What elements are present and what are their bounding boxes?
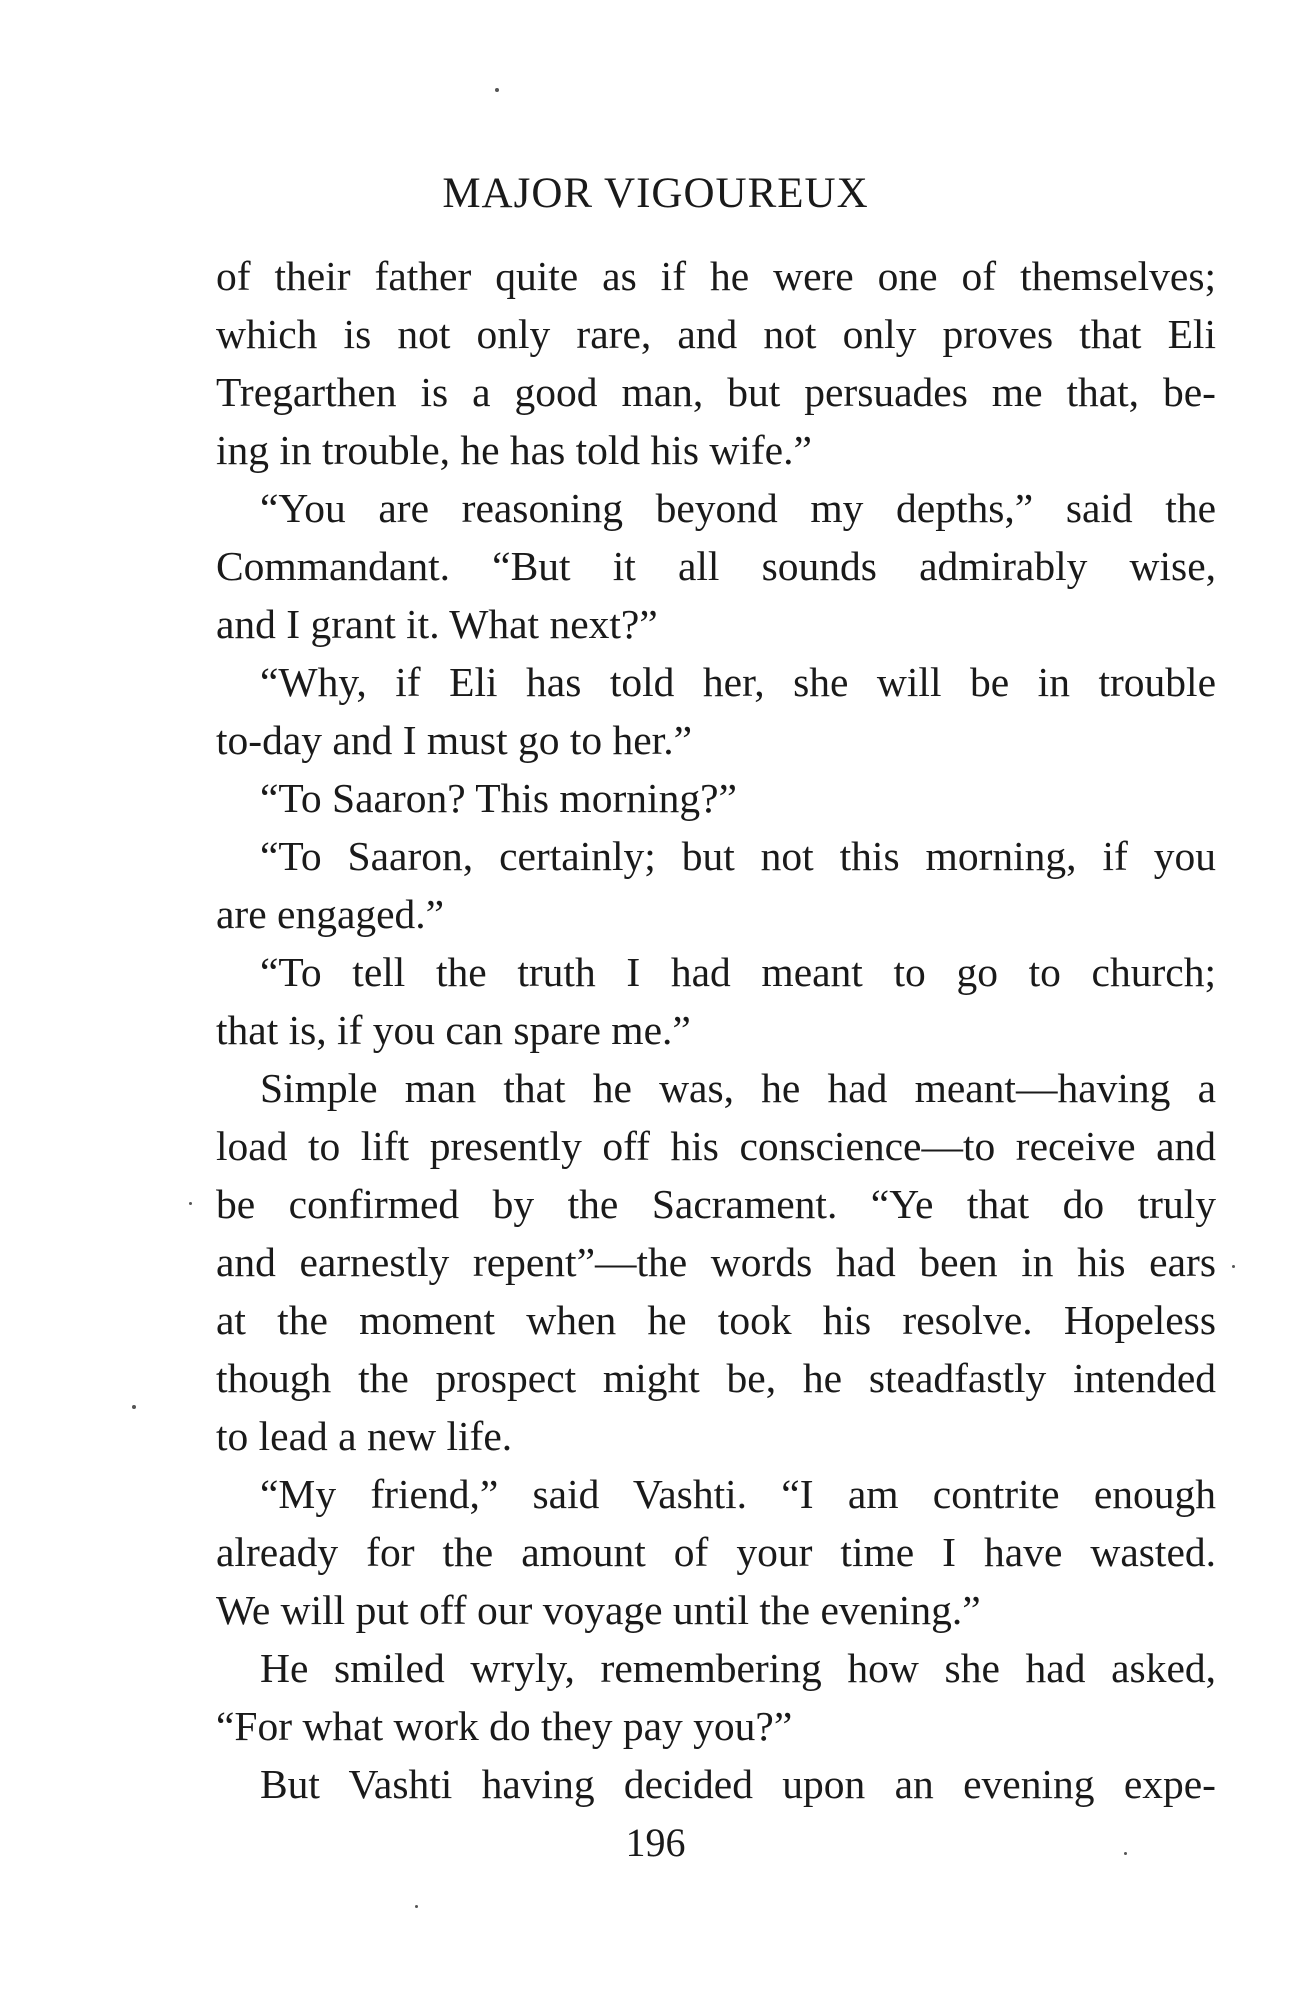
text-line: He smiled wryly, remembering how she had asked,	[260, 1645, 1216, 1691]
text-line: ing in trouble, he has told his wife.”	[216, 427, 812, 473]
text-line: to-day and I must go to her.”	[216, 717, 692, 763]
text-line: We will put off our voyage until the evening.”	[216, 1587, 981, 1633]
text-line: Simple man that he was, he had meant—having a	[260, 1065, 1216, 1111]
text-line: to lead a new life.	[216, 1413, 513, 1459]
page-number: 196	[625, 1820, 686, 1865]
body-text	[216, 247, 1216, 1813]
text-line: “My friend,” said Vashti. “I am contrite enough	[260, 1471, 1216, 1517]
scan-speck	[189, 1202, 192, 1205]
text-line: “Why, if Eli has told her, she will be in trouble	[260, 659, 1216, 705]
text-line: which is not only rare, and not only proves that Eli	[216, 311, 1216, 357]
text-line: Tregarthen is a good man, but persuades me that, be-	[216, 369, 1216, 415]
text-line: and I grant it. What next?”	[216, 601, 658, 647]
text-line: “To Saaron? This morning?”	[260, 775, 737, 821]
scan-speck	[415, 1905, 418, 1908]
text-line: be confirmed by the Sacrament. “Ye that do truly	[216, 1181, 1216, 1227]
text-line: and earnestly repent”—the words had been in his ears	[216, 1239, 1216, 1285]
scan-speck	[495, 88, 499, 92]
text-line: that is, if you can spare me.”	[216, 1007, 691, 1053]
scan-speck	[132, 1405, 136, 1409]
scan-speck	[1124, 1852, 1127, 1855]
text-line: Commandant. “But it all sounds admirably wise,	[216, 543, 1216, 589]
text-line: “You are reasoning beyond my depths,” said the	[260, 485, 1216, 531]
text-line: already for the amount of your time I have wasted.	[216, 1529, 1216, 1575]
text-line: though the prospect might be, he steadfastly intended	[216, 1355, 1216, 1401]
text-line: are engaged.”	[216, 891, 445, 937]
scan-speck	[1232, 1265, 1235, 1268]
text-line: load to lift presently off his conscience—to receive and	[216, 1123, 1216, 1169]
text-line: But Vashti having decided upon an evening expe-	[260, 1761, 1216, 1807]
text-line: at the moment when he took his resolve. Hopeless	[216, 1297, 1216, 1343]
text-line: of their father quite as if he were one of themselves;	[216, 253, 1216, 299]
text-line: “To Saaron, certainly; but not this morning, if you	[260, 833, 1216, 879]
running-head: MAJOR VIGOUREUX	[442, 170, 869, 217]
text-line: “To tell the truth I had meant to go to church;	[260, 949, 1216, 995]
text-line: “For what work do they pay you?”	[216, 1703, 793, 1749]
